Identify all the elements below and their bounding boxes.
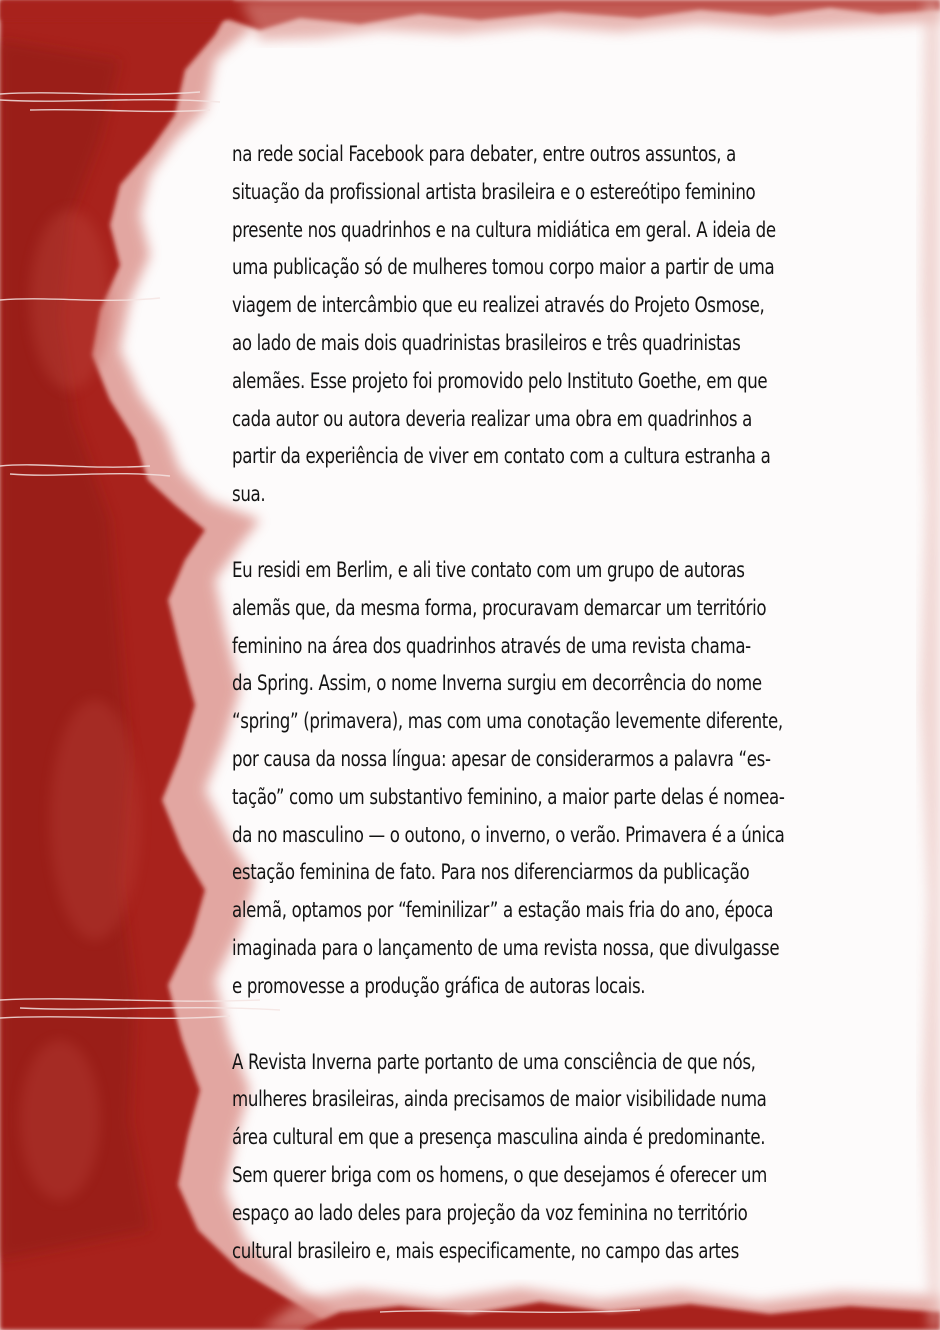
text-line: uma publicação só de mulheres tomou corpo maior a partir de uma <box>232 255 775 281</box>
left-wash-light-patch <box>50 700 140 940</box>
top-brush-halo <box>240 0 940 40</box>
text-line: feminino na área dos quadrinhos através de uma revista chama- <box>232 633 751 659</box>
text-line: área cultural em que a presença masculina ainda é predominante. <box>232 1125 766 1151</box>
text-line: Eu residi em Berlim, e ali tive contato com um grupo de autoras <box>232 557 745 583</box>
paragraph-3 <box>232 1044 922 1271</box>
text-line: estação feminina de fato. Para nos diferenciarmos da publicação <box>232 860 750 886</box>
text-line: cultural brasileiro e, mais especificamente, no campo das artes <box>232 1238 739 1264</box>
text-line: imaginada para o lançamento de uma revista nossa, que divulgasse <box>232 935 780 961</box>
text-line: viagem de intercâmbio que eu realizei através do Projeto Osmose, <box>232 293 765 319</box>
text-line: situação da profissional artista brasileira e o estereótipo feminino <box>232 179 756 205</box>
text-line: e promovesse a produção gráfica de autoras locais. <box>232 973 646 999</box>
text-line: na rede social Facebook para debater, entre outros assuntos, a <box>232 142 736 167</box>
text-line: alemã, optamos por “feminilizar” a estação mais fria do ano, época <box>232 898 774 924</box>
right-edge-wash <box>920 0 940 1330</box>
text-line: presente nos quadrinhos e na cultura midiática em geral. A ideia de <box>232 217 776 243</box>
text-line: espaço ao lado deles para projeção da voz feminina no território <box>232 1200 748 1226</box>
paragraph-1 <box>232 136 922 514</box>
paragraph-2 <box>232 552 922 1006</box>
text-line: por causa da nossa língua: apesar de considerarmos a palavra “es- <box>232 746 771 772</box>
text-line: “spring” (primavera), mas com uma conotação levemente diferente, <box>232 709 783 735</box>
text-line: cada autor ou autora deveria realizar uma obra em quadrinhos a <box>232 406 753 432</box>
article-body <box>232 136 922 1308</box>
text-line: tação” como um substantivo feminino, a maior parte delas é nomea- <box>232 784 785 810</box>
text-line: da Spring. Assim, o nome Inverna surgiu em decorrência do nome <box>232 671 762 697</box>
text-line: partir da experiência de viver em contato com a cultura estranha a <box>232 444 771 470</box>
text-line: sua. <box>232 482 266 508</box>
text-line: da no masculino — o outono, o inverno, o verão. Primavera é a única <box>232 822 785 848</box>
text-line: ao lado de mais dois quadrinistas brasileiros e três quadrinistas <box>232 330 741 356</box>
text-line: Sem querer briga com os homens, o que desejamos é oferecer um <box>232 1162 768 1188</box>
text-line: alemães. Esse projeto foi promovido pelo Instituto Goethe, em que <box>232 368 768 394</box>
text-line: mulheres brasileiras, ainda precisamos de maior visibilidade numa <box>232 1087 767 1113</box>
text-line: alemãs que, da mesma forma, procuravam demarcar um território <box>232 595 767 621</box>
left-wash-light-patch <box>20 1040 100 1200</box>
text-line: A Revista Inverna parte portanto de uma consciência de que nós, <box>232 1049 756 1075</box>
